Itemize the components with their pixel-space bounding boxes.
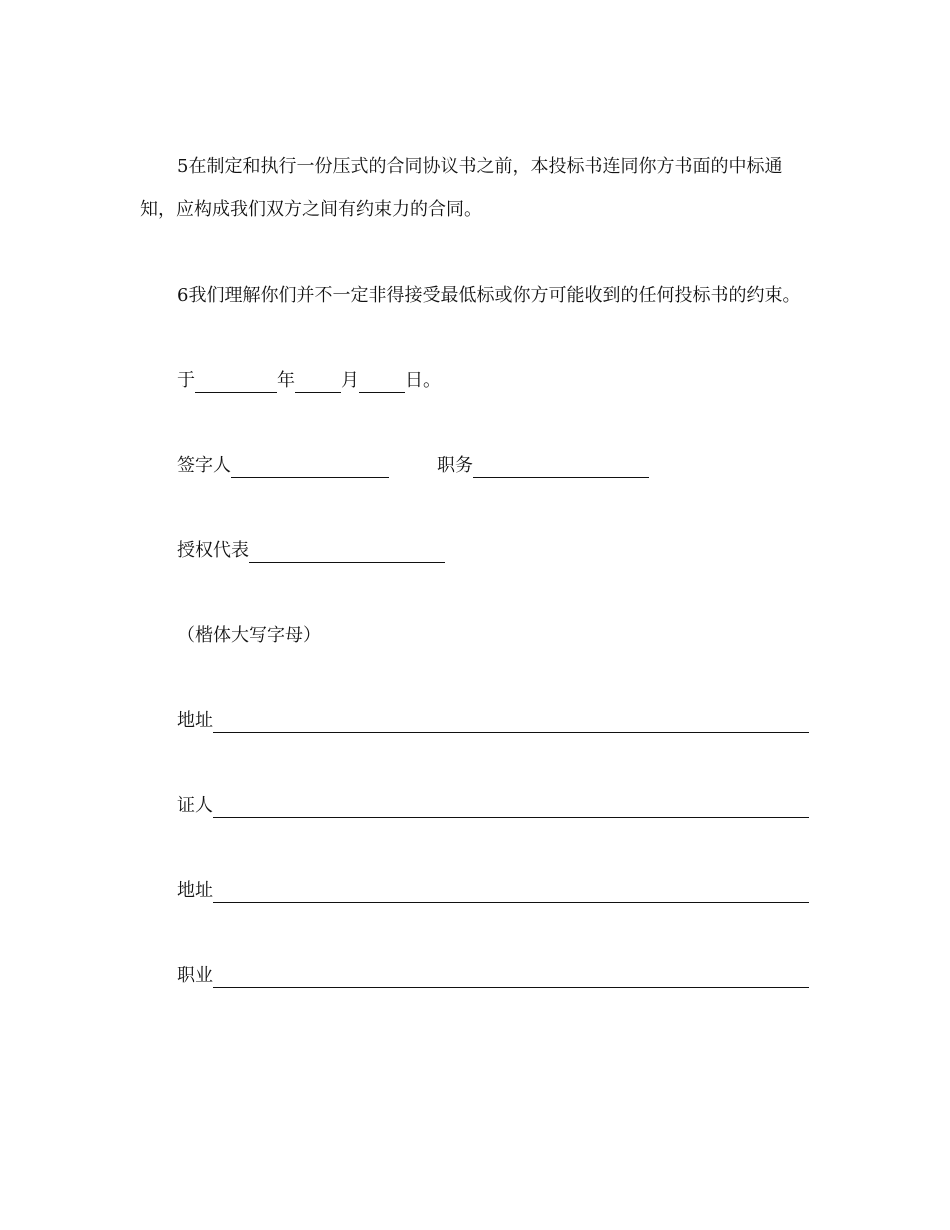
witness-label: 证人 bbox=[177, 795, 213, 816]
witness-blank[interactable] bbox=[213, 797, 809, 818]
clause-5-line-1: 5在制定和执行一份压式的合同协议书之前，本投标书连同你方书面的中标通 bbox=[177, 156, 783, 177]
witness-address-blank[interactable] bbox=[213, 882, 809, 903]
year-label: 年 bbox=[277, 370, 295, 391]
authorized-blank[interactable] bbox=[249, 542, 445, 563]
witness-address-line bbox=[177, 879, 809, 903]
year-blank[interactable] bbox=[195, 372, 277, 393]
clause-5-line-2: 知，应构成我们双方之间有约束力的合同。 bbox=[140, 199, 482, 220]
day-label: 日。 bbox=[405, 370, 441, 391]
title-blank[interactable] bbox=[473, 457, 649, 478]
occupation-blank[interactable] bbox=[213, 967, 809, 988]
capitals-note: （楷体大写字母） bbox=[177, 625, 321, 646]
month-blank[interactable] bbox=[295, 372, 341, 393]
date-prefix: 于 bbox=[177, 370, 195, 391]
signature-line bbox=[177, 454, 649, 478]
occupation-line bbox=[177, 964, 809, 988]
date-line bbox=[177, 369, 441, 393]
month-label: 月 bbox=[341, 370, 359, 391]
signer-blank[interactable] bbox=[231, 457, 389, 478]
address-blank[interactable] bbox=[213, 712, 809, 733]
authorized-label: 授权代表 bbox=[177, 540, 249, 561]
day-blank[interactable] bbox=[359, 372, 405, 393]
occupation-label: 职业 bbox=[177, 965, 213, 986]
address-line bbox=[177, 709, 809, 733]
authorized-rep-line bbox=[177, 539, 445, 563]
witness-address-label: 地址 bbox=[177, 880, 213, 901]
signer-label: 签字人 bbox=[177, 455, 231, 476]
witness-line bbox=[177, 794, 809, 818]
title-label: 职务 bbox=[437, 455, 473, 476]
clause-6: 6我们理解你们并不一定非得接受最低标或你方可能收到的任何投标书的约束。 bbox=[177, 285, 801, 306]
address-label: 地址 bbox=[177, 710, 213, 731]
